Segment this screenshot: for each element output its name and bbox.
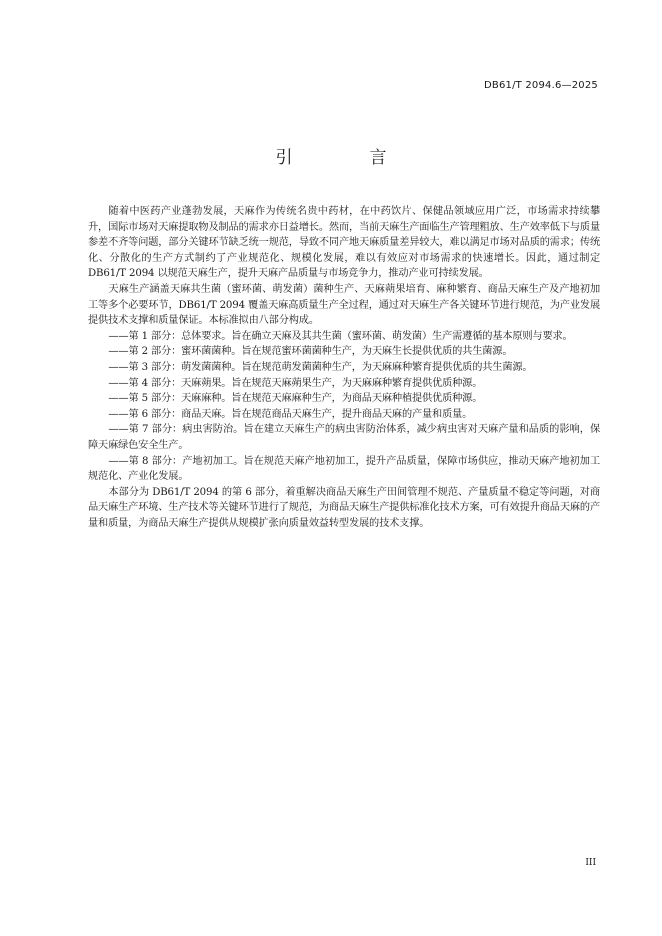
part-list-item: ——第 1 部分：总体要求。旨在确立天麻及其共生菌（蜜环菌、萌发菌）生产需遵循的基本原则与要求。 — [108, 330, 573, 342]
introduction-body — [88, 204, 600, 531]
paragraph: 随着中医药产业蓬勃发展，天麻作为传统名贵中药材，在中药饮片、保健品领域应用广泛，市场需求持续攀升，国际市场对天麻提取物及制品的需求亦日益增长。然而，当前天麻生产面临生产管理粗放、生产效率低下与质量参差不齐等问题，部分关键环节缺乏统一规范，导致不同产地天麻质量差异较大，难以满足市场对品质的需求；传统化、分散化的生产方式制约了产业规范化、规模化发展，难以有效应对市场需求的快速增长。因此，通过制定 DB61/T 2094 以规范天麻生产，提升天麻产品质量与市场竞争力，推动产业可持续发展。 — [88, 206, 600, 280]
part-list-item: ——第 8 部分：产地初加工。旨在规范天麻产地初加工，提升产品质量，保障市场供应，推动天麻产地初加工规范化、产业化发展。 — [88, 455, 600, 483]
part-list-item: ——第 5 部分：天麻麻种。旨在规范天麻麻种生产，为商品天麻种植提供优质种源。 — [108, 393, 483, 405]
document-code: DB61/T 2094.6—2025 — [484, 80, 598, 91]
paragraph: 本部分为 DB61/T 2094 的第 6 部分，着重解决商品天麻生产田间管理不规范、产量质量不稳定等问题，对商品天麻生产环境、生产技术等关键环节进行了规范，为商品天麻生产提供标准化技术方案，可有效提升商品天麻的产量和质量，为商品天麻生产提供从规模扩张向质量效益转型发展的技术支撑。 — [88, 486, 600, 529]
part-list-item: ——第 4 部分：天麻蒴果。旨在规范天麻蒴果生产，为天麻麻种繁育提供优质种源。 — [108, 377, 483, 389]
part-list-item: ——第 3 部分：萌发菌菌种。旨在规范萌发菌菌种生产，为天麻麻种繁育提供优质的共生菌源。 — [108, 361, 533, 373]
part-list-item: ——第 7 部分：病虫害防治。旨在建立天麻生产的病虫害防治体系，减少病虫害对天麻产量和品质的影响，保障天麻绿色安全生产。 — [88, 424, 600, 451]
paragraph: 天麻生产涵盖天麻共生菌（蜜环菌、萌发菌）菌种生产、天麻蒴果培育、麻种繁育、商品天麻生产及产地初加工等多个必要环节，DB61/T 2094 覆盖天麻高质量生产全过程，通过对天麻生产各关键环节进行规范，为产业发展提供技术支撑和质量保证。本标准拟由八部分构成。 — [88, 283, 600, 327]
part-list-item: ——第 2 部分：蜜环菌菌种。旨在规范蜜环菌菌种生产，为天麻生长提供优质的共生菌源。 — [108, 346, 513, 358]
part-list-item: ——第 6 部分：商品天麻。旨在规范商品天麻生产，提升商品天麻的产量和质量。 — [108, 408, 473, 420]
page-number: III — [585, 858, 596, 868]
page-title: 引 言 — [275, 148, 417, 168]
